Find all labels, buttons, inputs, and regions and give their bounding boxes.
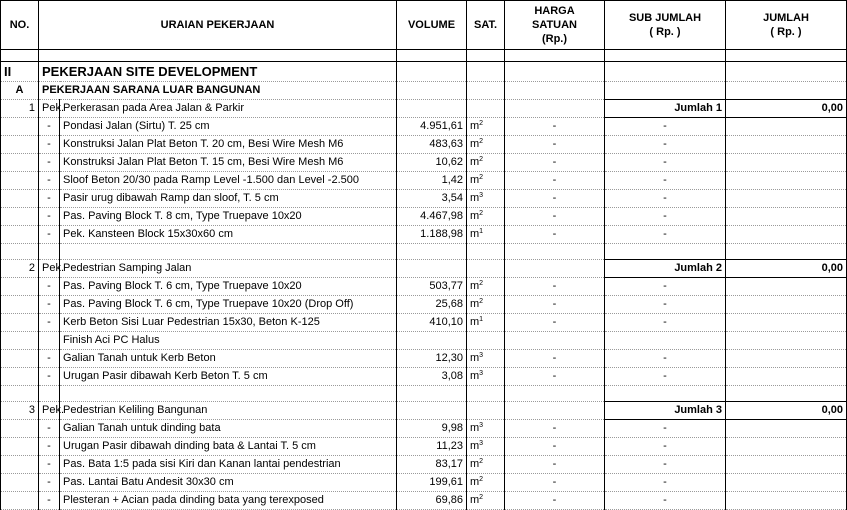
- empty-cell: [1, 226, 39, 244]
- empty-cell: [467, 244, 505, 260]
- group-jumlah-value: 0,00: [726, 100, 847, 118]
- item-subjumlah: -: [605, 154, 726, 172]
- item-volume: 4.467,98: [397, 208, 467, 226]
- item-row: [1, 492, 847, 510]
- item-description: Konstruksi Jalan Plat Beton T. 15 cm, Besi Wire Mesh M6: [60, 154, 397, 172]
- item-harga: -: [505, 456, 605, 474]
- unit-exponent: 2: [479, 138, 484, 145]
- empty-cell: [397, 244, 467, 260]
- unit-symbol: m: [470, 192, 480, 204]
- item-dash: -: [39, 172, 60, 190]
- item-jumlah: [726, 208, 847, 226]
- item-row: [1, 314, 847, 332]
- group-number: 2: [1, 260, 39, 278]
- item-row: [1, 190, 847, 208]
- section-roman: II: [1, 62, 39, 82]
- unit-exponent: 2: [479, 494, 484, 501]
- blank-row: [1, 386, 847, 402]
- item-subjumlah: -: [605, 172, 726, 190]
- empty-cell: [1, 278, 39, 296]
- item-unit: [467, 438, 505, 456]
- item-description: Pas. Paving Block T. 6 cm, Type Truepave 10x20: [60, 278, 397, 296]
- sub-line-2: ( Rp. ): [649, 26, 681, 38]
- empty-cell: [397, 100, 467, 118]
- group-title: Pedestrian Keliling Bangunan: [60, 402, 397, 420]
- item-dash: -: [39, 368, 60, 386]
- item-harga: -: [505, 208, 605, 226]
- item-harga: [505, 332, 605, 350]
- empty-cell: [397, 260, 467, 278]
- subsection-title: PEKERJAAN SARANA LUAR BANGUNAN: [39, 82, 397, 100]
- unit-symbol: m: [470, 458, 480, 470]
- subsection-row: [1, 82, 847, 100]
- unit-symbol: m: [470, 422, 480, 434]
- unit-symbol: m: [470, 440, 480, 452]
- item-harga: -: [505, 278, 605, 296]
- item-jumlah: [726, 190, 847, 208]
- item-dash: -: [39, 118, 60, 136]
- item-harga: -: [505, 420, 605, 438]
- item-harga: -: [505, 350, 605, 368]
- empty-cell: [505, 402, 605, 420]
- unit-symbol: m: [470, 228, 480, 240]
- empty-cell: [1, 314, 39, 332]
- item-jumlah: [726, 350, 847, 368]
- col-header-uraian: URAIAN PEKERJAAN: [39, 1, 397, 50]
- item-jumlah: [726, 154, 847, 172]
- item-row: [1, 420, 847, 438]
- item-dash: -: [39, 474, 60, 492]
- item-row: [1, 438, 847, 456]
- empty-cell: [39, 244, 60, 260]
- item-volume: 83,17: [397, 456, 467, 474]
- item-subjumlah: -: [605, 136, 726, 154]
- unit-exponent: 2: [479, 156, 484, 163]
- item-subjumlah: -: [605, 368, 726, 386]
- item-subjumlah: [605, 332, 726, 350]
- item-description: Pas. Paving Block T. 8 cm, Type Truepave 10x20: [60, 208, 397, 226]
- item-description: Pas. Paving Block T. 6 cm, Type Truepave 10x20 (Drop Off): [60, 296, 397, 314]
- item-harga: -: [505, 154, 605, 172]
- item-subjumlah: -: [605, 438, 726, 456]
- item-description: Pas. Bata 1:5 pada sisi Kiri dan Kanan lantai pendestrian: [60, 456, 397, 474]
- item-harga: -: [505, 296, 605, 314]
- group-jumlah-label: Jumlah 2: [605, 260, 726, 278]
- item-description: Sloof Beton 20/30 pada Ramp Level -1.500 dan Level -2.500: [60, 172, 397, 190]
- item-harga: -: [505, 118, 605, 136]
- item-subjumlah: -: [605, 278, 726, 296]
- item-volume: 4.951,61: [397, 118, 467, 136]
- empty-cell: [1, 172, 39, 190]
- item-description: Galian Tanah untuk Kerb Beton: [60, 350, 397, 368]
- empty-cell: [1, 332, 39, 350]
- group-title: Perkerasan pada Area Jalan & Parkir: [60, 100, 397, 118]
- harga-line-3: (Rp.): [541, 33, 568, 45]
- item-subjumlah: -: [605, 118, 726, 136]
- col-header-sat: SAT.: [467, 1, 505, 50]
- item-description: Plesteran + Acian pada dinding bata yang terexposed: [60, 492, 397, 510]
- item-unit: [467, 492, 505, 510]
- unit-symbol: m: [470, 494, 480, 506]
- group-header-row: [1, 100, 847, 118]
- item-dash: -: [39, 208, 60, 226]
- item-row: [1, 226, 847, 244]
- empty-cell: [726, 244, 847, 260]
- unit-symbol: m: [470, 174, 480, 186]
- item-dash: -: [39, 456, 60, 474]
- jumlah-line-1: JUMLAH: [763, 12, 809, 24]
- item-volume: 410,10: [397, 314, 467, 332]
- item-description: Urugan Pasir dibawah dinding bata & Lantai T. 5 cm: [60, 438, 397, 456]
- item-volume: 3,08: [397, 368, 467, 386]
- group-jumlah-label: Jumlah 1: [605, 100, 726, 118]
- header-row: [1, 1, 847, 50]
- item-row: [1, 136, 847, 154]
- item-jumlah: [726, 492, 847, 510]
- item-description: Pasir urug dibawah Ramp dan sloof, T. 5 cm: [60, 190, 397, 208]
- unit-symbol: m: [470, 316, 480, 328]
- group-prefix: Pek.: [39, 402, 60, 420]
- item-dash: -: [39, 314, 60, 332]
- item-unit: [467, 456, 505, 474]
- unit-exponent: 3: [479, 352, 484, 359]
- item-harga: -: [505, 492, 605, 510]
- item-subjumlah: -: [605, 296, 726, 314]
- group-jumlah-label: Jumlah 3: [605, 402, 726, 420]
- item-jumlah: [726, 456, 847, 474]
- item-harga: -: [505, 438, 605, 456]
- section-row: [1, 62, 847, 82]
- item-unit: [467, 190, 505, 208]
- item-jumlah: [726, 314, 847, 332]
- item-volume: 3,54: [397, 190, 467, 208]
- item-unit: [467, 474, 505, 492]
- sub-line-1: SUB JUMLAH: [628, 12, 702, 24]
- item-unit: [467, 278, 505, 296]
- item-volume: 69,86: [397, 492, 467, 510]
- empty-cell: [1, 350, 39, 368]
- item-subjumlah: -: [605, 314, 726, 332]
- empty-cell: [397, 386, 467, 402]
- item-subjumlah: -: [605, 420, 726, 438]
- item-subjumlah: -: [605, 226, 726, 244]
- item-row: [1, 278, 847, 296]
- harga-line-1: HARGA: [534, 5, 575, 17]
- item-volume: 199,61: [397, 474, 467, 492]
- item-subjumlah: -: [605, 208, 726, 226]
- item-volume: 10,62: [397, 154, 467, 172]
- item-volume: [397, 332, 467, 350]
- unit-symbol: m: [470, 298, 480, 310]
- item-volume: 483,63: [397, 136, 467, 154]
- unit-exponent: 3: [479, 370, 484, 377]
- empty-cell: [1, 190, 39, 208]
- empty-cell: [39, 386, 60, 402]
- unit-exponent: 2: [479, 120, 484, 127]
- empty-cell: [467, 386, 505, 402]
- item-jumlah: [726, 474, 847, 492]
- empty-cell: [1, 368, 39, 386]
- item-dash: -: [39, 136, 60, 154]
- empty-cell: [1, 420, 39, 438]
- item-row: [1, 456, 847, 474]
- item-unit: [467, 136, 505, 154]
- section-title: PEKERJAAN SITE DEVELOPMENT: [39, 62, 397, 82]
- item-description: Pas. Lantai Batu Andesit 30x30 cm: [60, 474, 397, 492]
- item-unit: [467, 226, 505, 244]
- item-dash: -: [39, 154, 60, 172]
- item-dash: -: [39, 350, 60, 368]
- item-subjumlah: -: [605, 350, 726, 368]
- empty-cell: [467, 402, 505, 420]
- group-jumlah-value: 0,00: [726, 260, 847, 278]
- unit-exponent: 1: [479, 316, 484, 323]
- empty-cell: [60, 386, 397, 402]
- empty-cell: [726, 386, 847, 402]
- empty-cell: [605, 386, 726, 402]
- item-dash: -: [39, 226, 60, 244]
- item-jumlah: [726, 368, 847, 386]
- item-subjumlah: -: [605, 474, 726, 492]
- item-unit: [467, 118, 505, 136]
- item-row: [1, 118, 847, 136]
- col-header-jumlah: [726, 1, 847, 50]
- item-jumlah: [726, 118, 847, 136]
- item-unit: [467, 350, 505, 368]
- item-jumlah: [726, 226, 847, 244]
- col-header-subjumlah: [605, 1, 726, 50]
- empty-cell: [1, 456, 39, 474]
- group-title: Pedestrian Samping Jalan: [60, 260, 397, 278]
- unit-exponent: 3: [479, 192, 484, 199]
- empty-cell: [1, 474, 39, 492]
- item-harga: -: [505, 172, 605, 190]
- item-volume: 503,77: [397, 278, 467, 296]
- item-dash: -: [39, 278, 60, 296]
- blank-row: [1, 244, 847, 260]
- item-row: [1, 154, 847, 172]
- empty-cell: [1, 244, 39, 260]
- col-header-no: NO.: [1, 1, 39, 50]
- item-row: [1, 474, 847, 492]
- empty-cell: [397, 402, 467, 420]
- item-jumlah: [726, 420, 847, 438]
- empty-cell: [505, 386, 605, 402]
- empty-cell: [1, 208, 39, 226]
- spacer-row: [1, 50, 847, 62]
- item-harga: -: [505, 226, 605, 244]
- group-number: 1: [1, 100, 39, 118]
- item-subjumlah: -: [605, 190, 726, 208]
- unit-exponent: 2: [479, 174, 484, 181]
- group-jumlah-value: 0,00: [726, 402, 847, 420]
- empty-cell: [1, 136, 39, 154]
- unit-exponent: 2: [479, 298, 484, 305]
- item-jumlah: [726, 438, 847, 456]
- unit-exponent: 2: [479, 458, 484, 465]
- item-harga: -: [505, 314, 605, 332]
- unit-symbol: m: [470, 370, 480, 382]
- item-dash: -: [39, 190, 60, 208]
- item-row: [1, 208, 847, 226]
- unit-exponent: 2: [479, 476, 484, 483]
- item-harga: -: [505, 474, 605, 492]
- item-description: Kerb Beton Sisi Luar Pedestrian 15x30, Beton K-125: [60, 314, 397, 332]
- item-description: Finish Aci PC Halus: [60, 332, 397, 350]
- unit-symbol: m: [470, 210, 480, 222]
- item-unit: [467, 368, 505, 386]
- unit-symbol: m: [470, 280, 480, 292]
- item-volume: 12,30: [397, 350, 467, 368]
- group-prefix: Pek.: [39, 100, 60, 118]
- unit-exponent: 3: [479, 440, 484, 447]
- harga-line-2: SATUAN: [531, 19, 577, 31]
- item-volume: 11,23: [397, 438, 467, 456]
- unit-exponent: 3: [479, 422, 484, 429]
- item-description: Galian Tanah untuk dinding bata: [60, 420, 397, 438]
- item-row: [1, 332, 847, 350]
- item-description: Pondasi Jalan (Sirtu) T. 25 cm: [60, 118, 397, 136]
- item-harga: -: [505, 136, 605, 154]
- jumlah-line-2: ( Rp. ): [770, 26, 802, 38]
- item-row: [1, 368, 847, 386]
- unit-exponent: 2: [479, 210, 484, 217]
- item-unit: [467, 208, 505, 226]
- item-volume: 9,98: [397, 420, 467, 438]
- empty-cell: [1, 296, 39, 314]
- empty-cell: [605, 244, 726, 260]
- item-dash: -: [39, 492, 60, 510]
- item-row: [1, 350, 847, 368]
- item-row: [1, 296, 847, 314]
- col-header-volume: VOLUME: [397, 1, 467, 50]
- item-harga: -: [505, 368, 605, 386]
- group-header-row: [1, 402, 847, 420]
- unit-symbol: m: [470, 352, 480, 364]
- item-row: [1, 172, 847, 190]
- unit-exponent: 1: [479, 228, 484, 235]
- item-dash: -: [39, 296, 60, 314]
- unit-symbol: m: [470, 156, 480, 168]
- empty-cell: [60, 244, 397, 260]
- empty-cell: [1, 118, 39, 136]
- unit-exponent: 2: [479, 280, 484, 287]
- item-dash: -: [39, 438, 60, 456]
- item-unit: [467, 314, 505, 332]
- item-subjumlah: -: [605, 492, 726, 510]
- item-unit: [467, 154, 505, 172]
- empty-cell: [467, 100, 505, 118]
- empty-cell: [1, 154, 39, 172]
- item-unit: [467, 420, 505, 438]
- item-jumlah: [726, 332, 847, 350]
- item-dash: [39, 332, 60, 350]
- col-header-harga: [505, 1, 605, 50]
- item-description: Urugan Pasir dibawah Kerb Beton T. 5 cm: [60, 368, 397, 386]
- group-number: 3: [1, 402, 39, 420]
- item-jumlah: [726, 296, 847, 314]
- item-dash: -: [39, 420, 60, 438]
- unit-symbol: m: [470, 120, 480, 132]
- item-description: Konstruksi Jalan Plat Beton T. 20 cm, Besi Wire Mesh M6: [60, 136, 397, 154]
- empty-cell: [505, 100, 605, 118]
- empty-cell: [505, 260, 605, 278]
- item-unit: [467, 172, 505, 190]
- item-description: Pek. Kansteen Block 15x30x60 cm: [60, 226, 397, 244]
- group-prefix: Pek.: [39, 260, 60, 278]
- item-jumlah: [726, 172, 847, 190]
- empty-cell: [1, 386, 39, 402]
- unit-symbol: m: [470, 138, 480, 150]
- empty-cell: [1, 492, 39, 510]
- item-unit: [467, 332, 505, 350]
- item-volume: 25,68: [397, 296, 467, 314]
- empty-cell: [1, 438, 39, 456]
- item-subjumlah: -: [605, 456, 726, 474]
- subsection-letter: A: [1, 82, 39, 100]
- item-unit: [467, 296, 505, 314]
- unit-symbol: m: [470, 476, 480, 488]
- item-jumlah: [726, 278, 847, 296]
- group-header-row: [1, 260, 847, 278]
- item-jumlah: [726, 136, 847, 154]
- item-volume: 1.188,98: [397, 226, 467, 244]
- empty-cell: [467, 260, 505, 278]
- item-volume: 1,42: [397, 172, 467, 190]
- empty-cell: [505, 244, 605, 260]
- item-harga: -: [505, 190, 605, 208]
